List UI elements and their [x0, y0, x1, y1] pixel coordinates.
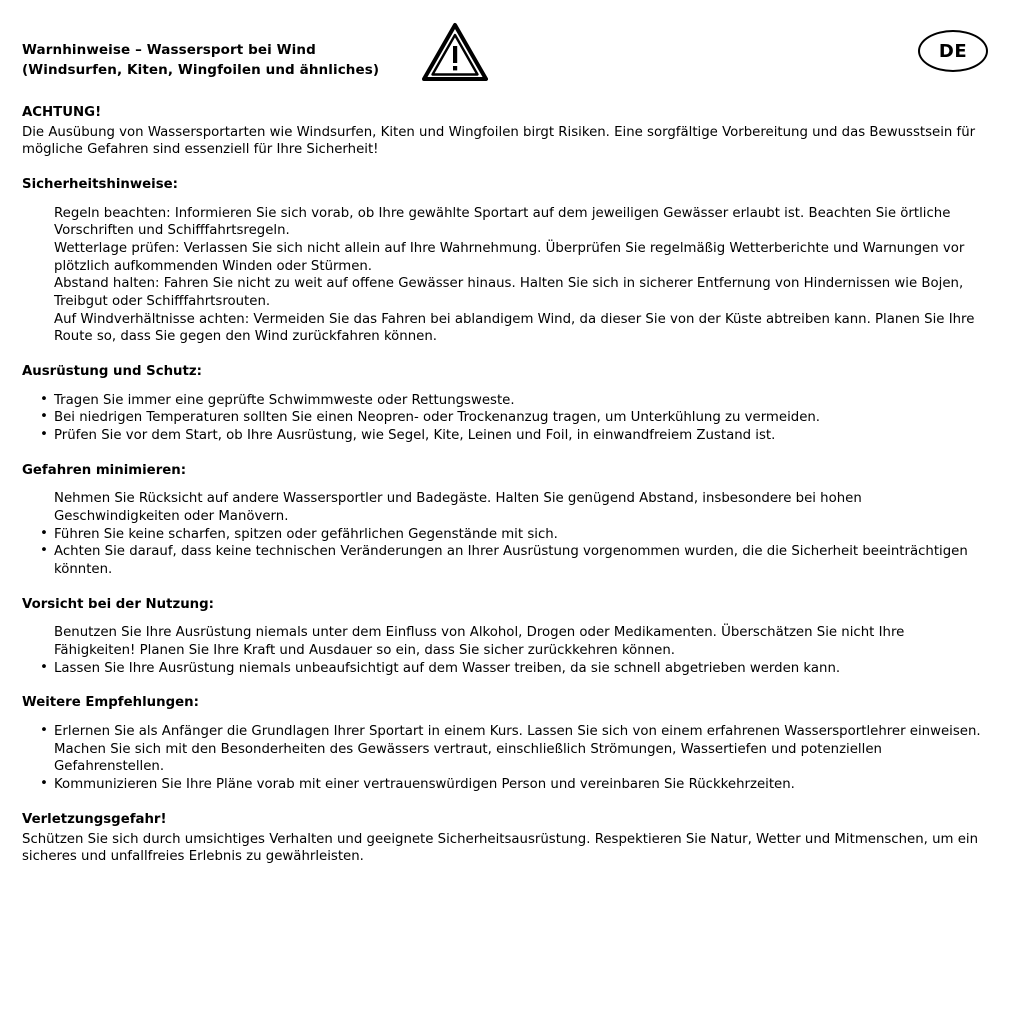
list-item: • Kommunizieren Sie Ihre Pläne vorab mit einer vertrauenswürdigen Person und vereinbaren Sie Rückkehrzeiten.: [40, 776, 988, 794]
page-title: [22, 38, 988, 80]
list-item: Nehmen Sie Rücksicht auf andere Wassersportler und Badegäste. Halten Sie genügend Abstand, insbesondere bei hohen Geschwindigkeiten oder Manövern.: [54, 491, 862, 525]
list-item: Regeln beachten: Informieren Sie sich vorab, ob Ihre gewählte Sportart auf dem jeweiligen Gewässer erlaubt ist. Beachten Sie örtliche Vorschriften und Schifffahrtsregeln.: [54, 205, 951, 239]
section-list: [22, 205, 988, 346]
section-heading: Gefahren minimieren:: [22, 462, 187, 478]
page-title-line-2: (Windsurfen, Kiten, Wingfoilen und ähnliches): [22, 61, 380, 78]
list-item: Abstand halten: Fahren Sie nicht zu weit auf offene Gewässer hinaus. Halten Sie sich in sicherer Entfernung von Hindernissen wie Bojen, Treibgut oder Schifffahrtsrouten.: [54, 276, 964, 310]
section-list: [22, 392, 988, 445]
injury-warning-heading: Verletzungsgefahr!: [22, 811, 167, 827]
list-item: • Prüfen Sie vor dem Start, ob Ihre Ausrüstung, wie Segel, Kite, Leinen und Foil, in einwandfreiem Zustand ist.: [40, 427, 988, 445]
section-list: [22, 490, 988, 578]
language-badge-label: DE: [938, 40, 968, 62]
list-item: Benutzen Sie Ihre Ausrüstung niemals unter dem Einfluss von Alkohol, Drogen oder Medikamenten. Überschätzen Sie nicht Ihre Fähigkeiten! Planen Sie Ihre Kraft und Ausdauer so ein, dass Sie sicher zurückkehren können.: [54, 625, 905, 659]
section-sicherheitshinweise: [22, 176, 988, 346]
attention-text: Die Ausübung von Wassersportarten wie Windsurfen, Kiten und Wingfoilen birgt Risiken. Eine sorgfältige Vorbereitung und das Bewusstsein für mögliche Gefahren sind essenziell für Ihre Sicherheit!: [22, 124, 976, 158]
list-item: • Erlernen Sie als Anfänger die Grundlagen Ihrer Sportart in einem Kurs. Lassen Sie sich von einem erfahrenen Wassersportlehrer einweisen.: [40, 723, 988, 741]
section-heading: Ausrüstung und Schutz:: [22, 364, 202, 380]
language-badge: [918, 30, 988, 72]
list-item: • Tragen Sie immer eine geprüfte Schwimmweste oder Rettungsweste.: [40, 392, 988, 410]
injury-warning-text: Schützen Sie sich durch umsichtiges Verhalten und geeignete Sicherheitsausrüstung. Respektieren Sie Natur, Wetter und Mitmenschen, um ein sicheres und unfallfreies Erlebnis zu gewährleisten.: [22, 831, 979, 865]
section-weitere-empfehlungen: [22, 694, 988, 793]
list-item: Machen Sie sich mit den Besonderheiten des Gewässers vertraut, einschließlich Strömungen, Wassertiefen und potenziellen Gefahrenstellen.: [54, 741, 882, 775]
attention-block: [22, 104, 988, 159]
list-item: Wetterlage prüfen: Verlassen Sie sich nicht allein auf Ihre Wahrnehmung. Überprüfen Sie regelmäßig Wetterberichte und Warnungen vor plötzlich aufkommenden Winden oder Stürmen.: [54, 241, 965, 274]
list-item: • Führen Sie keine scharfen, spitzen oder gefährlichen Gegenstände mit sich.: [40, 526, 988, 544]
list-item: • Bei niedrigen Temperaturen sollten Sie einen Neopren- oder Trockenanzug tragen, um Unterkühlung zu vermeiden.: [40, 409, 988, 427]
list-item: Auf Windverhältnisse achten: Vermeiden Sie das Fahren bei ablandigem Wind, da dieser Sie von der Küste abtreiben kann. Planen Sie Ihre Route so, dass Sie gegen den Wind zurückfahren können.: [54, 311, 975, 345]
injury-warning-block: [22, 811, 988, 866]
section-list: [22, 624, 988, 677]
section-heading: Weitere Empfehlungen:: [22, 695, 199, 711]
document-header: [22, 38, 988, 100]
section-ausruestung-und-schutz: [22, 363, 988, 445]
document-body: [22, 104, 988, 866]
section-heading: Sicherheitshinweise:: [22, 177, 178, 193]
section-heading: Vorsicht bei der Nutzung:: [22, 596, 214, 612]
list-item: • Achten Sie darauf, dass keine technischen Veränderungen an Ihrer Ausrüstung vorgenommen wurden, die die Sicherheit beeinträchtigen könnten.: [40, 543, 988, 578]
list-item: • Lassen Sie Ihre Ausrüstung niemals unbeaufsichtigt auf dem Wasser treiben, da sie schnell abgetrieben werden kann.: [40, 660, 988, 678]
attention-heading: ACHTUNG!: [22, 105, 102, 120]
page-title-line-1: Warnhinweise – Wassersport bei Wind: [22, 42, 316, 58]
section-gefahren-minimieren: [22, 462, 988, 579]
section-vorsicht-bei-der-nutzung: [22, 596, 988, 678]
section-list: [22, 723, 988, 794]
warning-triangle-icon: [422, 22, 488, 82]
